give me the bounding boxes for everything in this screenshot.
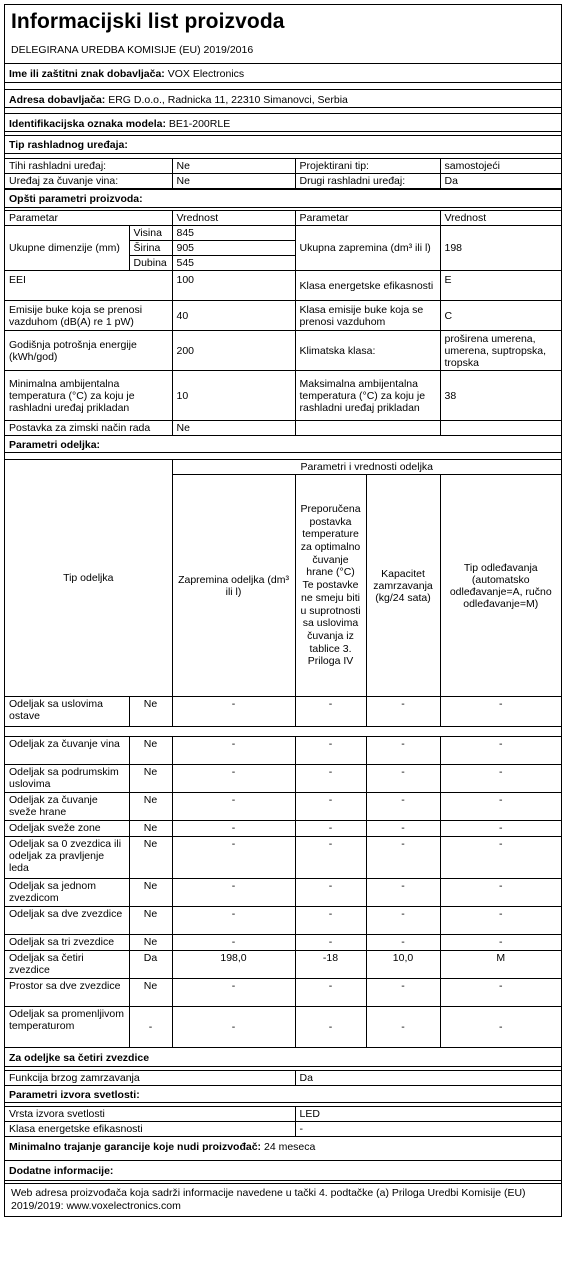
compartment-name: Odeljak sa uslovima ostave xyxy=(5,697,129,727)
device-type-heading: Tip rashladnog uređaja: xyxy=(5,135,561,154)
compartment-name: Odeljak sa dve zvezdice xyxy=(5,907,129,935)
table-row xyxy=(5,1071,561,1086)
compartment-name: Odeljak za čuvanje vina xyxy=(5,737,129,765)
compartment-present: - xyxy=(129,1007,172,1048)
table-row xyxy=(5,421,561,436)
col-header-value: Vrednost xyxy=(440,211,561,226)
table-row xyxy=(5,697,561,727)
compartment-rows xyxy=(5,737,561,1048)
table-row xyxy=(5,271,561,301)
compartment-freeze-capacity: - xyxy=(366,907,440,935)
cell-label: Klasa emisije buke koja se prenosi vazduhom xyxy=(295,301,440,331)
compartment-volume: - xyxy=(172,697,295,727)
table-row xyxy=(5,793,561,821)
compartment-defrost: - xyxy=(440,765,561,793)
compartment-volume: - xyxy=(172,765,295,793)
compartment-volume: - xyxy=(172,979,295,1007)
compartment-present: Ne xyxy=(129,821,172,837)
model-line xyxy=(5,113,561,132)
compartment-defrost: - xyxy=(440,979,561,1007)
compartment-volume: - xyxy=(172,907,295,935)
cell-label: Klimatska klasa: xyxy=(295,331,440,371)
cell-value: C xyxy=(440,301,561,331)
compartment-volume: - xyxy=(172,837,295,879)
table-header-row xyxy=(5,211,561,226)
compartment-name: Odeljak sa četiri zvezdice xyxy=(5,951,129,979)
cell-value: 38 xyxy=(440,371,561,421)
compartment-freeze-capacity: - xyxy=(366,979,440,1007)
compartment-temperature: - xyxy=(295,821,366,837)
compartment-temperature: - xyxy=(295,879,366,907)
compartment-name: Odeljak sveže zone xyxy=(5,821,129,837)
cell-value: 100 xyxy=(172,271,295,301)
compartment-volume: - xyxy=(172,935,295,951)
additional-info-heading: Dodatne informacije: xyxy=(5,1161,561,1181)
compartment-defrost: - xyxy=(440,1007,561,1048)
table-row xyxy=(5,331,561,371)
supplier-value: VOX Electronics xyxy=(167,68,245,80)
table-row xyxy=(5,1122,561,1137)
table-row xyxy=(5,765,561,793)
table-row xyxy=(5,371,561,421)
compartment-defrost: - xyxy=(440,793,561,821)
cell-value: 200 xyxy=(172,331,295,371)
compartment-name: Odeljak sa promenljivom temperaturom xyxy=(5,1007,129,1048)
compartment-temperature: - xyxy=(295,907,366,935)
compartment-temperature: - xyxy=(295,765,366,793)
col-header-type: Tip odeljka xyxy=(5,460,172,697)
compartment-present: Ne xyxy=(129,837,172,879)
cell-label: Godišnja potrošnja energije (kWh/god) xyxy=(5,331,172,371)
supplier-label: Ime ili zaštitni znak dobavljača: xyxy=(9,68,165,80)
compartment-temperature: - xyxy=(295,737,366,765)
depth-label: Dubina xyxy=(129,256,172,271)
cell-label: Drugi rashladni uređaj: xyxy=(295,174,440,189)
cell-label: Maksimalna ambijentalna temperatura (°C) za koju je rashladni uređaj prikladan xyxy=(295,371,440,421)
title-block xyxy=(5,5,561,64)
cell-value: proširena umerena, umerena, suptropska, tropska xyxy=(440,331,561,371)
compartment-volume: - xyxy=(172,793,295,821)
address-label: Adresa dobavljača: xyxy=(9,94,106,106)
fast-freeze-value: Da xyxy=(295,1071,561,1086)
compartment-present: Ne xyxy=(129,907,172,935)
compartment-present: Ne xyxy=(129,935,172,951)
table-row xyxy=(5,979,561,1007)
volume-value: 198 xyxy=(440,226,561,271)
regulation-subtitle: DELEGIRANA UREDBA KOMISIJE (EU) 2019/2016 xyxy=(11,44,254,56)
compartment-temperature: - xyxy=(295,793,366,821)
compartment-volume: - xyxy=(172,821,295,837)
compartment-volume: - xyxy=(172,879,295,907)
compartment-defrost: - xyxy=(440,879,561,907)
group-header: Parametri i vrednosti odeljka xyxy=(172,460,561,475)
light-class-label: Klasa energetske efikasnosti xyxy=(5,1122,295,1137)
compartment-defrost: - xyxy=(440,821,561,837)
additional-info-text: Web adresa proizvođača koja sadrži informacije navedene u tački 4. podtačke (a) Priloga Uredbi Komisije (EU) 2019/2019: www.voxelectronics.com xyxy=(11,1187,526,1212)
table-row xyxy=(5,935,561,951)
cell-value: 10 xyxy=(172,371,295,421)
col-header-defrost-type: Tip odleđavanja (automatsko odleđavanje=A, ručno odleđavanje=M) xyxy=(440,475,561,697)
col-header-param: Parametar xyxy=(5,211,172,226)
model-label: Identifikacijska oznaka modela: xyxy=(9,118,166,130)
compartment-name: Prostor sa dve zvezdice xyxy=(5,979,129,1007)
height-value: 845 xyxy=(172,226,295,241)
compartment-freeze-capacity: - xyxy=(366,837,440,879)
compartment-present: Ne xyxy=(129,737,172,765)
light-type-label: Vrsta izvora svetlosti xyxy=(5,1107,295,1122)
table-row xyxy=(5,821,561,837)
table-row xyxy=(5,907,561,935)
table-row xyxy=(5,301,561,331)
fast-freeze-label: Funkcija brzog zamrzavanja xyxy=(5,1071,295,1086)
warranty-line xyxy=(5,1137,561,1156)
four-star-heading: Za odeljke sa četiri zvezdice xyxy=(5,1048,561,1067)
cell-value: Da xyxy=(440,174,561,189)
table-row xyxy=(5,1107,561,1122)
compartment-temperature: -18 xyxy=(295,951,366,979)
compartment-temperature: - xyxy=(295,1007,366,1048)
table-row xyxy=(5,951,561,979)
table-header-row xyxy=(5,460,561,475)
compartment-temperature: - xyxy=(295,935,366,951)
cell-value: E xyxy=(440,271,561,301)
compartment-name: Odeljak sa tri zvezdice xyxy=(5,935,129,951)
compartment-temperature: - xyxy=(295,697,366,727)
cell-value: samostojeći xyxy=(440,159,561,174)
winter-mode-label: Postavka za zimski način rada xyxy=(5,421,172,436)
cell-label: Projektirani tip: xyxy=(295,159,440,174)
table-row xyxy=(5,837,561,879)
cell-label: Emisije buke koja se prenosi vazduhom (dB(A) re 1 pW) xyxy=(5,301,172,331)
compartment-name: Odeljak za čuvanje sveže hrane xyxy=(5,793,129,821)
width-value: 905 xyxy=(172,241,295,256)
light-source-table xyxy=(5,1107,561,1137)
model-value: BE1-200RLE xyxy=(168,118,231,130)
col-header-freeze-capacity: Kapacitet zamrzavanja (kg/24 sata) xyxy=(366,475,440,697)
compartment-freeze-capacity: - xyxy=(366,1007,440,1048)
compartment-defrost: - xyxy=(440,907,561,935)
compartment-defrost: - xyxy=(440,837,561,879)
product-information-sheet xyxy=(4,4,562,1217)
compartment-present: Ne xyxy=(129,979,172,1007)
compartment-present: Da xyxy=(129,951,172,979)
table-row xyxy=(5,1007,561,1048)
general-params-table xyxy=(5,211,561,436)
compartment-freeze-capacity: - xyxy=(366,697,440,727)
page-title: Informacijski list proizvoda xyxy=(11,10,285,33)
compartment-name: Odeljak sa 0 zvezdica ili odeljak za pravljenje leda xyxy=(5,837,129,879)
compartment-present: Ne xyxy=(129,793,172,821)
light-source-heading: Parametri izvora svetlosti: xyxy=(5,1086,561,1103)
dimensions-label: Ukupne dimenzije (mm) xyxy=(5,226,129,271)
compartment-present: Ne xyxy=(129,879,172,907)
depth-value: 545 xyxy=(172,256,295,271)
compartment-freeze-capacity: 10,0 xyxy=(366,951,440,979)
compartment-temperature: - xyxy=(295,979,366,1007)
light-class-value: - xyxy=(295,1122,561,1137)
height-label: Visina xyxy=(129,226,172,241)
compartment-params-heading: Parametri odeljka: xyxy=(5,436,561,453)
col-header-temperature: Preporučena postavka temperature za optimalno čuvanje hrane (°C) Te postavke ne smeju biti u suprotnosti sa uslovima čuvanja iz tablice 3. Priloga IV xyxy=(295,475,366,697)
cell-value: Ne xyxy=(172,159,295,174)
warranty-label: Minimalno trajanje garancije koje nudi proizvođač: xyxy=(9,1141,262,1153)
four-star-table xyxy=(5,1071,561,1086)
supplier-line xyxy=(5,64,561,83)
table-row xyxy=(5,226,561,241)
cell-label: Uređaj za čuvanje vina: xyxy=(5,174,172,189)
col-header-param: Parametar xyxy=(295,211,440,226)
table-row xyxy=(5,879,561,907)
col-header-value: Vrednost xyxy=(172,211,295,226)
volume-label: Ukupna zapremina (dm³ ili l) xyxy=(295,226,440,271)
compartment-present: Ne xyxy=(129,765,172,793)
cell-label: Minimalna ambijentalna temperatura (°C) za koju je rashladni uređaj prikladan xyxy=(5,371,172,421)
general-params-heading: Opšti parametri proizvoda: xyxy=(5,189,561,208)
compartment-freeze-capacity: - xyxy=(366,821,440,837)
compartment-volume: - xyxy=(172,737,295,765)
compartment-temperature: - xyxy=(295,837,366,879)
compartment-defrost: - xyxy=(440,935,561,951)
table-row xyxy=(5,737,561,765)
compartment-freeze-capacity: - xyxy=(366,737,440,765)
address-line xyxy=(5,89,561,108)
compartment-defrost: - xyxy=(440,737,561,765)
compartment-freeze-capacity: - xyxy=(366,935,440,951)
col-header-volume: Zapremina odeljka (dm³ ili l) xyxy=(172,475,295,697)
compartment-defrost: - xyxy=(440,697,561,727)
cell-label: EEI xyxy=(5,271,172,301)
cell-value: 40 xyxy=(172,301,295,331)
cell-label: Tihi rashladni uređaj: xyxy=(5,159,172,174)
compartment-volume: 198,0 xyxy=(172,951,295,979)
compartment-freeze-capacity: - xyxy=(366,879,440,907)
cell-label: Klasa energetske efikasnosti xyxy=(295,271,440,301)
light-type-value: LED xyxy=(295,1107,561,1122)
compartment-volume: - xyxy=(172,1007,295,1048)
compartment-defrost: M xyxy=(440,951,561,979)
warranty-value: 24 meseca xyxy=(263,1141,316,1153)
address-value: ERG D.o.o., Radnicka 11, 22310 Simanovci, Serbia xyxy=(108,94,348,106)
table-row xyxy=(5,159,561,174)
table-row xyxy=(5,174,561,189)
compartment-present: Ne xyxy=(129,697,172,727)
compartment-name: Odeljak sa jednom zvezdicom xyxy=(5,879,129,907)
compartment-name: Odeljak sa podrumskim uslovima xyxy=(5,765,129,793)
compartment-freeze-capacity: - xyxy=(366,793,440,821)
cell-value: Ne xyxy=(172,174,295,189)
winter-mode-value: Ne xyxy=(172,421,295,436)
device-type-table xyxy=(5,159,561,189)
compartments-table xyxy=(5,460,561,1048)
width-label: Širina xyxy=(129,241,172,256)
compartment-freeze-capacity: - xyxy=(366,765,440,793)
